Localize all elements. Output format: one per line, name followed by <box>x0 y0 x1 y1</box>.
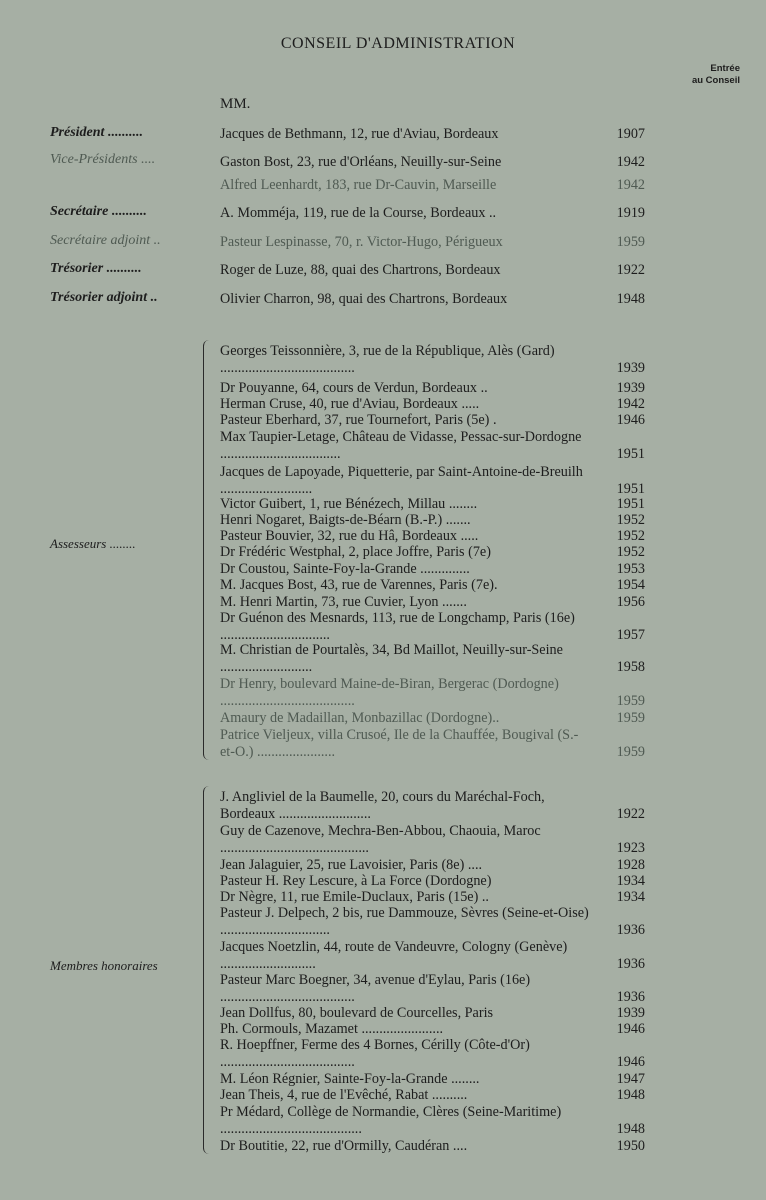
member-year: 1952 <box>616 528 645 544</box>
member-year: 1952 <box>616 512 645 528</box>
member-text: R. Hoepffner, Ferme des 4 Bornes, Cérilly (Côte-d'Or) ...................................... <box>220 1037 530 1070</box>
member-year: 1953 <box>616 561 645 577</box>
officer-year: 1959 <box>616 234 645 250</box>
member-entry <box>220 710 645 727</box>
member-entry <box>220 396 645 413</box>
member-text: Amaury de Madaillan, Monbazillac (Dordogne).. <box>220 710 500 726</box>
assesseurs-brace <box>203 340 212 760</box>
member-year: 1952 <box>616 544 645 560</box>
member-text: Pasteur J. Delpech, 2 bis, rue Dammouze, Sèvres (Seine-et-Oise) ............................... <box>220 905 589 938</box>
member-entry <box>220 594 645 611</box>
member-year: 1936 <box>616 988 645 1005</box>
member-year: 1959 <box>616 710 645 726</box>
member-year: 1942 <box>616 396 645 412</box>
member-entry <box>220 972 645 1005</box>
member-year: 1957 <box>616 626 645 643</box>
officer-year: 1919 <box>616 205 645 221</box>
member-entry <box>220 857 645 874</box>
member-text: Pr Médard, Collège de Normandie, Clères (Seine-Maritime) ........................................ <box>220 1104 562 1137</box>
officer-text: Olivier Charron, 98, quai des Chartrons, Bordeaux <box>220 291 508 307</box>
entree-label-1: Entrée <box>710 63 740 74</box>
member-year: 1950 <box>616 1138 645 1154</box>
member-text: Dr Boutitie, 22, rue d'Ormilly, Caudéran .... <box>220 1138 468 1154</box>
officer-text: A. Momméja, 119, rue de la Course, Bordeaux .. <box>220 205 497 221</box>
member-text: Patrice Vieljeux, villa Crusoé, Ile de la Chauffée, Bougival (S.-et-O.) ...................... <box>220 727 579 760</box>
member-text: Dr Pouyanne, 64, cours de Verdun, Bordeaux .. <box>220 380 488 396</box>
member-text: Henri Nogaret, Baigts-de-Béarn (B.-P.) ....... <box>220 512 471 528</box>
member-year: 1934 <box>616 889 645 905</box>
officer-text: Jacques de Bethmann, 12, rue d'Aviau, Bordeaux <box>220 126 499 142</box>
member-entry <box>220 610 645 643</box>
member-year: 1951 <box>616 496 645 512</box>
member-text: Jacques de Lapoyade, Piquetterie, par Saint-Antoine-de-Breuilh .......................... <box>220 464 583 497</box>
member-year: 1951 <box>616 445 645 462</box>
member-text: Herman Cruse, 40, rue d'Aviau, Bordeaux ..... <box>220 396 480 412</box>
member-year: 1939 <box>616 1005 645 1021</box>
officer-year: 1942 <box>616 177 645 193</box>
officer-year: 1942 <box>616 154 645 170</box>
member-year: 1936 <box>616 955 645 972</box>
role-president: Président .......... <box>50 125 143 140</box>
member-entry <box>220 676 645 709</box>
member-entry <box>220 727 645 760</box>
member-entry <box>220 380 645 397</box>
member-text: M. Christian de Pourtalès, 34, Bd Maillot, Neuilly-sur-Seine .......................... <box>220 642 563 675</box>
officer-text: Alfred Leenhardt, 183, rue Dr-Cauvin, Marseille <box>220 177 497 193</box>
mm-label: MM. <box>220 96 251 112</box>
member-year: 1946 <box>616 412 645 428</box>
member-year: 1956 <box>616 594 645 610</box>
member-text: Dr Guénon des Mesnards, 113, rue de Longchamp, Paris (16e) ............................... <box>220 610 575 643</box>
member-entry <box>220 1021 645 1038</box>
member-entry <box>220 1104 645 1137</box>
member-entry <box>220 1138 645 1155</box>
member-entry <box>220 823 645 856</box>
role-secretaire-adjoint: Secrétaire adjoint .. <box>50 233 161 248</box>
role-vice-presidents: Vice-Présidents .... <box>50 152 156 167</box>
member-entry <box>220 496 645 513</box>
role-tresorier: Trésorier .......... <box>50 261 142 276</box>
member-text: Jean Theis, 4, rue de l'Evêché, Rabat .......... <box>220 1087 468 1103</box>
member-year: 1954 <box>616 577 645 593</box>
member-entry <box>220 1037 645 1070</box>
member-entry <box>220 873 645 890</box>
member-entry <box>220 429 645 462</box>
officer-text: Gaston Bost, 23, rue d'Orléans, Neuilly-sur-Seine <box>220 154 502 170</box>
member-year: 1934 <box>616 873 645 889</box>
role-secretaire: Secrétaire .......... <box>50 204 147 219</box>
member-text: Dr Coustou, Sainte-Foy-la-Grande .............. <box>220 561 470 577</box>
member-text: Jacques Noetzlin, 44, route de Vandeuvre, Cologny (Genève) ........................... <box>220 939 568 972</box>
officer-year: 1948 <box>616 291 645 307</box>
member-year: 1922 <box>616 805 645 822</box>
label-assesseurs: Assesseurs ........ <box>50 536 136 551</box>
member-year: 1948 <box>616 1120 645 1137</box>
member-text: Pasteur H. Rey Lescure, à La Force (Dordogne) <box>220 873 492 889</box>
member-year: 1958 <box>616 658 645 675</box>
member-text: Victor Guibert, 1, rue Bénézech, Millau ........ <box>220 496 478 512</box>
member-entry <box>220 905 645 938</box>
member-text: Ph. Cormouls, Mazamet ....................... <box>220 1021 444 1037</box>
member-entry <box>220 939 645 972</box>
member-text: Georges Teissonnière, 3, rue de la République, Alès (Gard) ...................................... <box>220 343 555 376</box>
member-year: 1959 <box>616 743 645 760</box>
member-entry <box>220 1005 645 1022</box>
member-entry <box>220 577 645 594</box>
member-entry <box>220 789 645 822</box>
label-membres-honoraires: Membres honoraires <box>50 958 158 973</box>
member-year: 1923 <box>616 839 645 856</box>
role-tresorier-adjoint: Trésorier adjoint .. <box>50 290 158 305</box>
member-entry <box>220 544 645 561</box>
member-year: 1946 <box>616 1053 645 1070</box>
member-year: 1947 <box>616 1071 645 1087</box>
member-year: 1936 <box>616 921 645 938</box>
member-year: 1939 <box>616 359 645 376</box>
member-text: Dr Henry, boulevard Maine-de-Biran, Bergerac (Dordogne) ...................................... <box>220 676 559 709</box>
member-entry <box>220 561 645 578</box>
honoraires-brace <box>203 786 212 1154</box>
member-year: 1959 <box>616 692 645 709</box>
member-text: Pasteur Bouvier, 32, rue du Hâ, Bordeaux ..... <box>220 528 479 544</box>
member-entry <box>220 412 645 429</box>
member-year: 1951 <box>616 480 645 497</box>
member-text: Dr Nègre, 11, rue Emile-Duclaux, Paris (15e) .. <box>220 889 489 905</box>
officer-text: Pasteur Lespinasse, 70, r. Victor-Hugo, Périgueux <box>220 234 503 250</box>
member-text: Max Taupier-Letage, Château de Vidasse, Pessac-sur-Dordogne .................................. <box>220 429 582 462</box>
member-year: 1928 <box>616 857 645 873</box>
member-text: Dr Frédéric Westphal, 2, place Joffre, Paris (7e) <box>220 544 491 560</box>
member-text: Pasteur Marc Boegner, 34, avenue d'Eylau, Paris (16e) ...................................... <box>220 972 531 1005</box>
officer-year: 1922 <box>616 262 645 278</box>
member-entry <box>220 343 645 376</box>
page-title: CONSEIL D'ADMINISTRATION <box>280 35 516 52</box>
member-text: J. Angliviel de la Baumelle, 20, cours du Maréchal-Foch, Bordeaux .......................... <box>220 789 545 822</box>
entree-label-2: au Conseil <box>691 75 740 86</box>
member-year: 1946 <box>616 1021 645 1037</box>
member-entry <box>220 889 645 906</box>
member-text: Pasteur Eberhard, 37, rue Tournefort, Paris (5e) . <box>220 412 497 428</box>
member-entry <box>220 642 645 675</box>
member-entry <box>220 464 645 497</box>
member-text: Jean Dollfus, 80, boulevard de Courcelles, Paris <box>220 1005 494 1021</box>
member-entry <box>220 1071 645 1088</box>
member-entry <box>220 528 645 545</box>
member-text: M. Henri Martin, 73, rue Cuvier, Lyon ....... <box>220 594 467 610</box>
member-text: Jean Jalaguier, 25, rue Lavoisier, Paris (8e) .... <box>220 857 483 873</box>
officer-text: Roger de Luze, 88, quai des Chartrons, Bordeaux <box>220 262 501 278</box>
entree-header <box>692 63 740 87</box>
member-entry <box>220 512 645 529</box>
member-text: M. Jacques Bost, 43, rue de Varennes, Paris (7e). <box>220 577 498 593</box>
member-year: 1948 <box>616 1087 645 1103</box>
member-text: Guy de Cazenove, Mechra-Ben-Abbou, Chaouia, Maroc .......................................... <box>220 823 541 856</box>
member-entry <box>220 1087 645 1104</box>
officer-year: 1907 <box>616 126 645 142</box>
member-year: 1939 <box>616 380 645 396</box>
member-text: M. Léon Régnier, Sainte-Foy-la-Grande ........ <box>220 1071 480 1087</box>
